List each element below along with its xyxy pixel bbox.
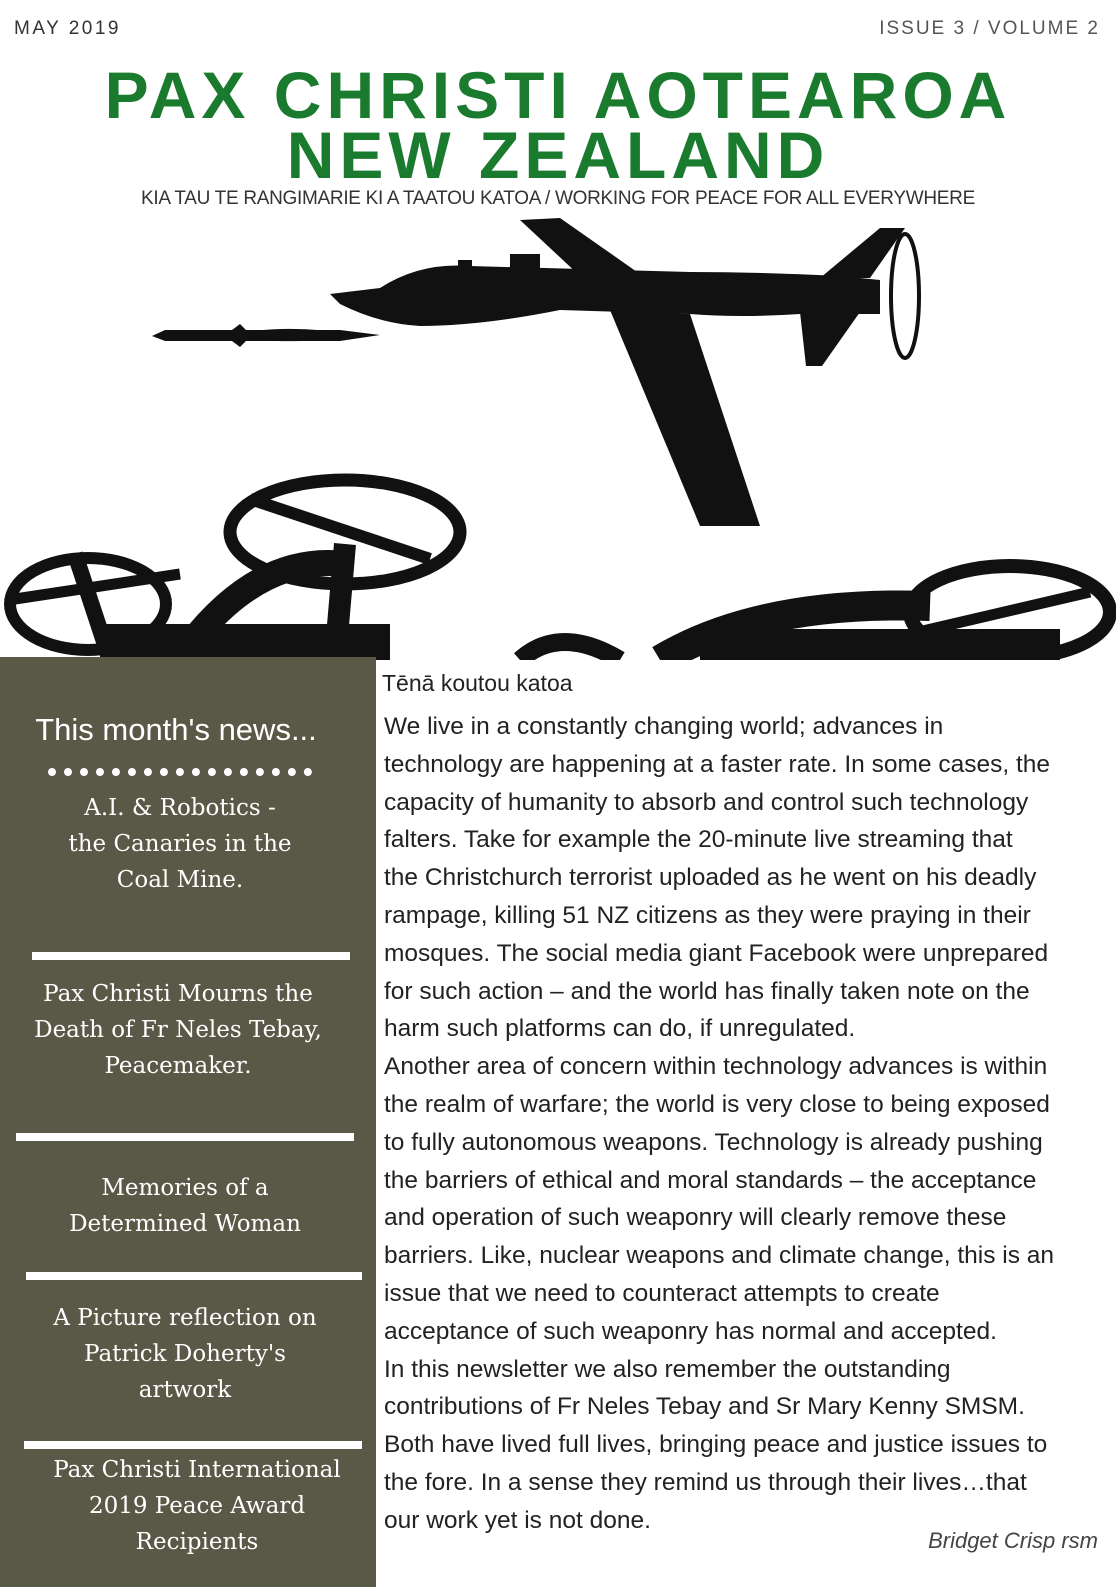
masthead-tagline: KIA TAU TE RANGIMARIE KI A TAATOU KATOA / WORKING FOR PEACE FOR ALL EVERYWHERE bbox=[141, 188, 975, 209]
missile-icon bbox=[152, 324, 380, 347]
hero-drone-illustration bbox=[0, 214, 1116, 660]
article-greeting: Tēnā koutou katoa bbox=[382, 670, 573, 696]
masthead-title-line2: NEW ZEALAND bbox=[286, 118, 830, 192]
news-separator bbox=[24, 1441, 362, 1449]
issue-volume: ISSUE 3 / VOLUME 2 bbox=[879, 18, 1100, 39]
article-signature: Bridget Crisp rsm bbox=[928, 1528, 1098, 1553]
issue-date: MAY 2019 bbox=[14, 18, 121, 39]
news-separator bbox=[32, 952, 350, 960]
news-item-ai-robotics[interactable]: A.I. & Robotics - the Canaries in the Coal Mine. bbox=[68, 795, 292, 893]
news-item-picture-reflection[interactable]: A Picture reflection on Patrick Doherty's artwork bbox=[53, 1305, 317, 1403]
news-item-fr-neles-tebay[interactable]: Pax Christi Mourns the Death of Fr Neles Tebay, Peacemaker. bbox=[34, 981, 322, 1079]
sidebar-heading: This month's news... bbox=[35, 712, 317, 747]
drone-aircraft-icon bbox=[330, 218, 919, 526]
news-item-determined-woman[interactable]: Memories of a Determined Woman bbox=[69, 1175, 301, 1237]
article-body: We live in a constantly changing world; advances in technology are happening at a faster rate. In some cases, the capacity of humanity to absorb and control such technology falters. Take for example the 20-minute live streaming that the Christchurch terrorist uploaded as he went on his deadly rampage, killing 51 NZ citizens as they were praying in their mosques. The social media giant Facebook were unprepared for such action – and the world has finally taken note on the harm such platforms can do, if unregulated. Another area of concern within technology advances is within the realm of warfare; the world is very close to being exposed to fully autonomous weapons. Technology is already pushing the barriers of ethical and moral standards – the acceptance and operation of such weaponry will clearly remove these barriers. Like, nuclear weapons and climate change, this is an issue that we need to counteract attempts to create acceptance of such weaponry has normal and accepted. In this newsletter we also remember the outstanding contributions of Fr Neles Tebay and Sr Mary Kenny SMSM. Both have lived full lives, bringing peace and justice issues to the fore. In a sense they remind us through their lives…that our work yet is not done. bbox=[384, 713, 1055, 1534]
news-separator bbox=[26, 1272, 362, 1280]
masthead-title-line1: PAX CHRISTI AOTEAROA bbox=[104, 58, 1012, 132]
news-item-peace-award[interactable]: Pax Christi International 2019 Peace Award Recipients bbox=[53, 1457, 341, 1555]
sidebar-dotted-divider bbox=[48, 768, 312, 776]
news-separator bbox=[16, 1133, 354, 1141]
